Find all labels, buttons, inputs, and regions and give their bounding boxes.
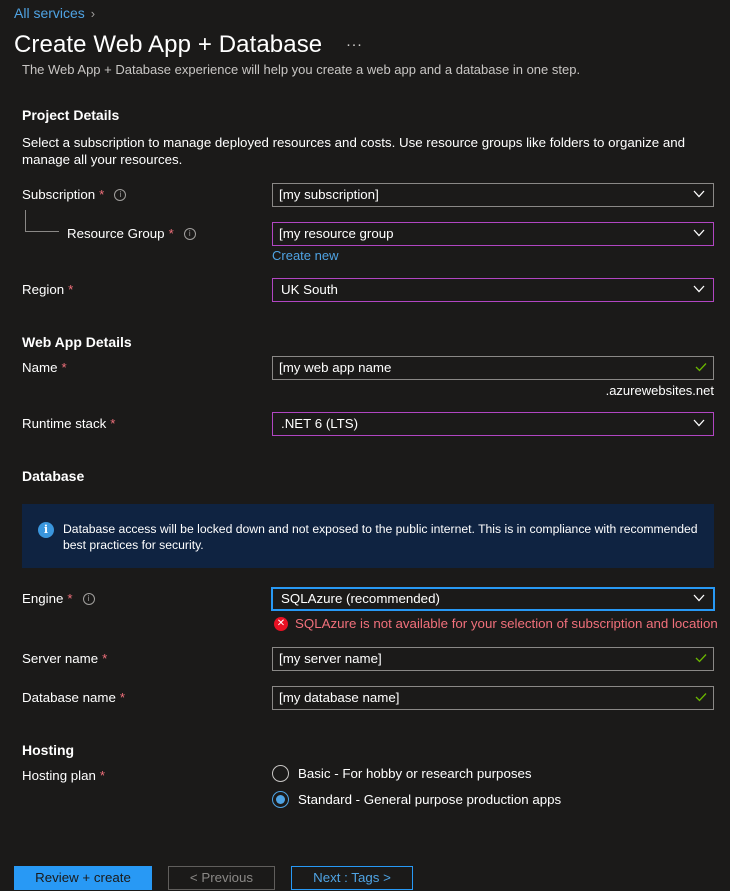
- tree-connector: [25, 210, 59, 232]
- project-details-description: Select a subscription to manage deployed resources and costs. Use resource groups like folders to organize and manage all your resources.: [22, 135, 686, 167]
- engine-error: [274, 616, 718, 631]
- hosting-option-basic[interactable]: [272, 765, 532, 782]
- review-create-button[interactable]: Review + create: [14, 866, 152, 890]
- chevron-down-icon: [693, 419, 705, 427]
- resource-group-dropdown[interactable]: [my resource group: [272, 222, 714, 246]
- breadcrumb-all-services-link[interactable]: All services: [14, 5, 85, 21]
- info-icon[interactable]: i: [114, 189, 126, 201]
- web-app-name-input[interactable]: [my web app name: [272, 356, 714, 380]
- error-icon: ✕: [274, 617, 288, 631]
- info-banner: [22, 504, 714, 568]
- info-icon: i: [38, 522, 54, 538]
- chevron-right-icon: ›: [90, 5, 96, 21]
- engine-label: Engine * i: [22, 591, 95, 606]
- info-icon[interactable]: i: [184, 228, 196, 240]
- previous-button[interactable]: < Previous: [168, 866, 275, 890]
- engine-error-text: SQLAzure is not available for your selection of subscription and location: [295, 616, 718, 631]
- name-label: Name *: [22, 360, 67, 375]
- hosting-option-standard-label: Standard - General purpose production apps: [298, 792, 562, 807]
- radio-basic[interactable]: [272, 765, 289, 782]
- hosting-plan-label: Hosting plan *: [22, 768, 106, 783]
- subscription-dropdown[interactable]: [my subscription]: [272, 183, 714, 207]
- subscription-label: Subscription * i: [22, 187, 126, 202]
- breadcrumb: [14, 5, 95, 21]
- web-app-details-heading: Web App Details: [22, 334, 132, 350]
- checkmark-icon: [695, 653, 707, 663]
- chevron-down-icon: [693, 285, 705, 293]
- engine-dropdown[interactable]: SQLAzure (recommended): [271, 587, 715, 611]
- server-name-label: Server name *: [22, 651, 108, 666]
- runtime-stack-label: Runtime stack *: [22, 416, 116, 431]
- next-tags-button[interactable]: Next : Tags >: [291, 866, 413, 890]
- hosting-option-basic-label: Basic - For hobby or research purposes: [298, 766, 532, 781]
- region-dropdown[interactable]: UK South: [272, 278, 714, 302]
- clipped-intro-text: The Web App + Database experience will help you create a web app and a database in one step.: [22, 62, 581, 77]
- checkmark-icon: [695, 692, 707, 702]
- resource-group-label: Resource Group * i: [67, 226, 196, 241]
- domain-suffix: .azurewebsites.net: [605, 383, 714, 398]
- page-title: Create Web App + Database: [14, 31, 323, 58]
- info-icon[interactable]: i: [83, 593, 95, 605]
- create-new-resource-group-link[interactable]: Create new: [272, 248, 339, 263]
- hosting-heading: Hosting: [22, 742, 75, 758]
- project-details-heading: Project Details: [22, 107, 120, 123]
- database-heading: Database: [22, 468, 85, 484]
- chevron-down-icon: [693, 229, 705, 237]
- more-options-icon[interactable]: ···: [346, 36, 363, 53]
- radio-standard[interactable]: [272, 791, 289, 808]
- checkmark-icon: [695, 362, 707, 372]
- hosting-option-standard[interactable]: [272, 791, 561, 808]
- database-name-input[interactable]: [my database name]: [272, 686, 714, 710]
- region-label: Region *: [22, 282, 74, 297]
- server-name-input[interactable]: [my server name]: [272, 647, 714, 671]
- database-name-label: Database name *: [22, 690, 126, 705]
- info-banner-text: Database access will be locked down and not exposed to the public internet. This is in compliance with recommended best practices for security.: [63, 522, 698, 552]
- chevron-down-icon: [693, 594, 705, 602]
- runtime-stack-dropdown[interactable]: .NET 6 (LTS): [272, 412, 714, 436]
- chevron-down-icon: [693, 190, 705, 198]
